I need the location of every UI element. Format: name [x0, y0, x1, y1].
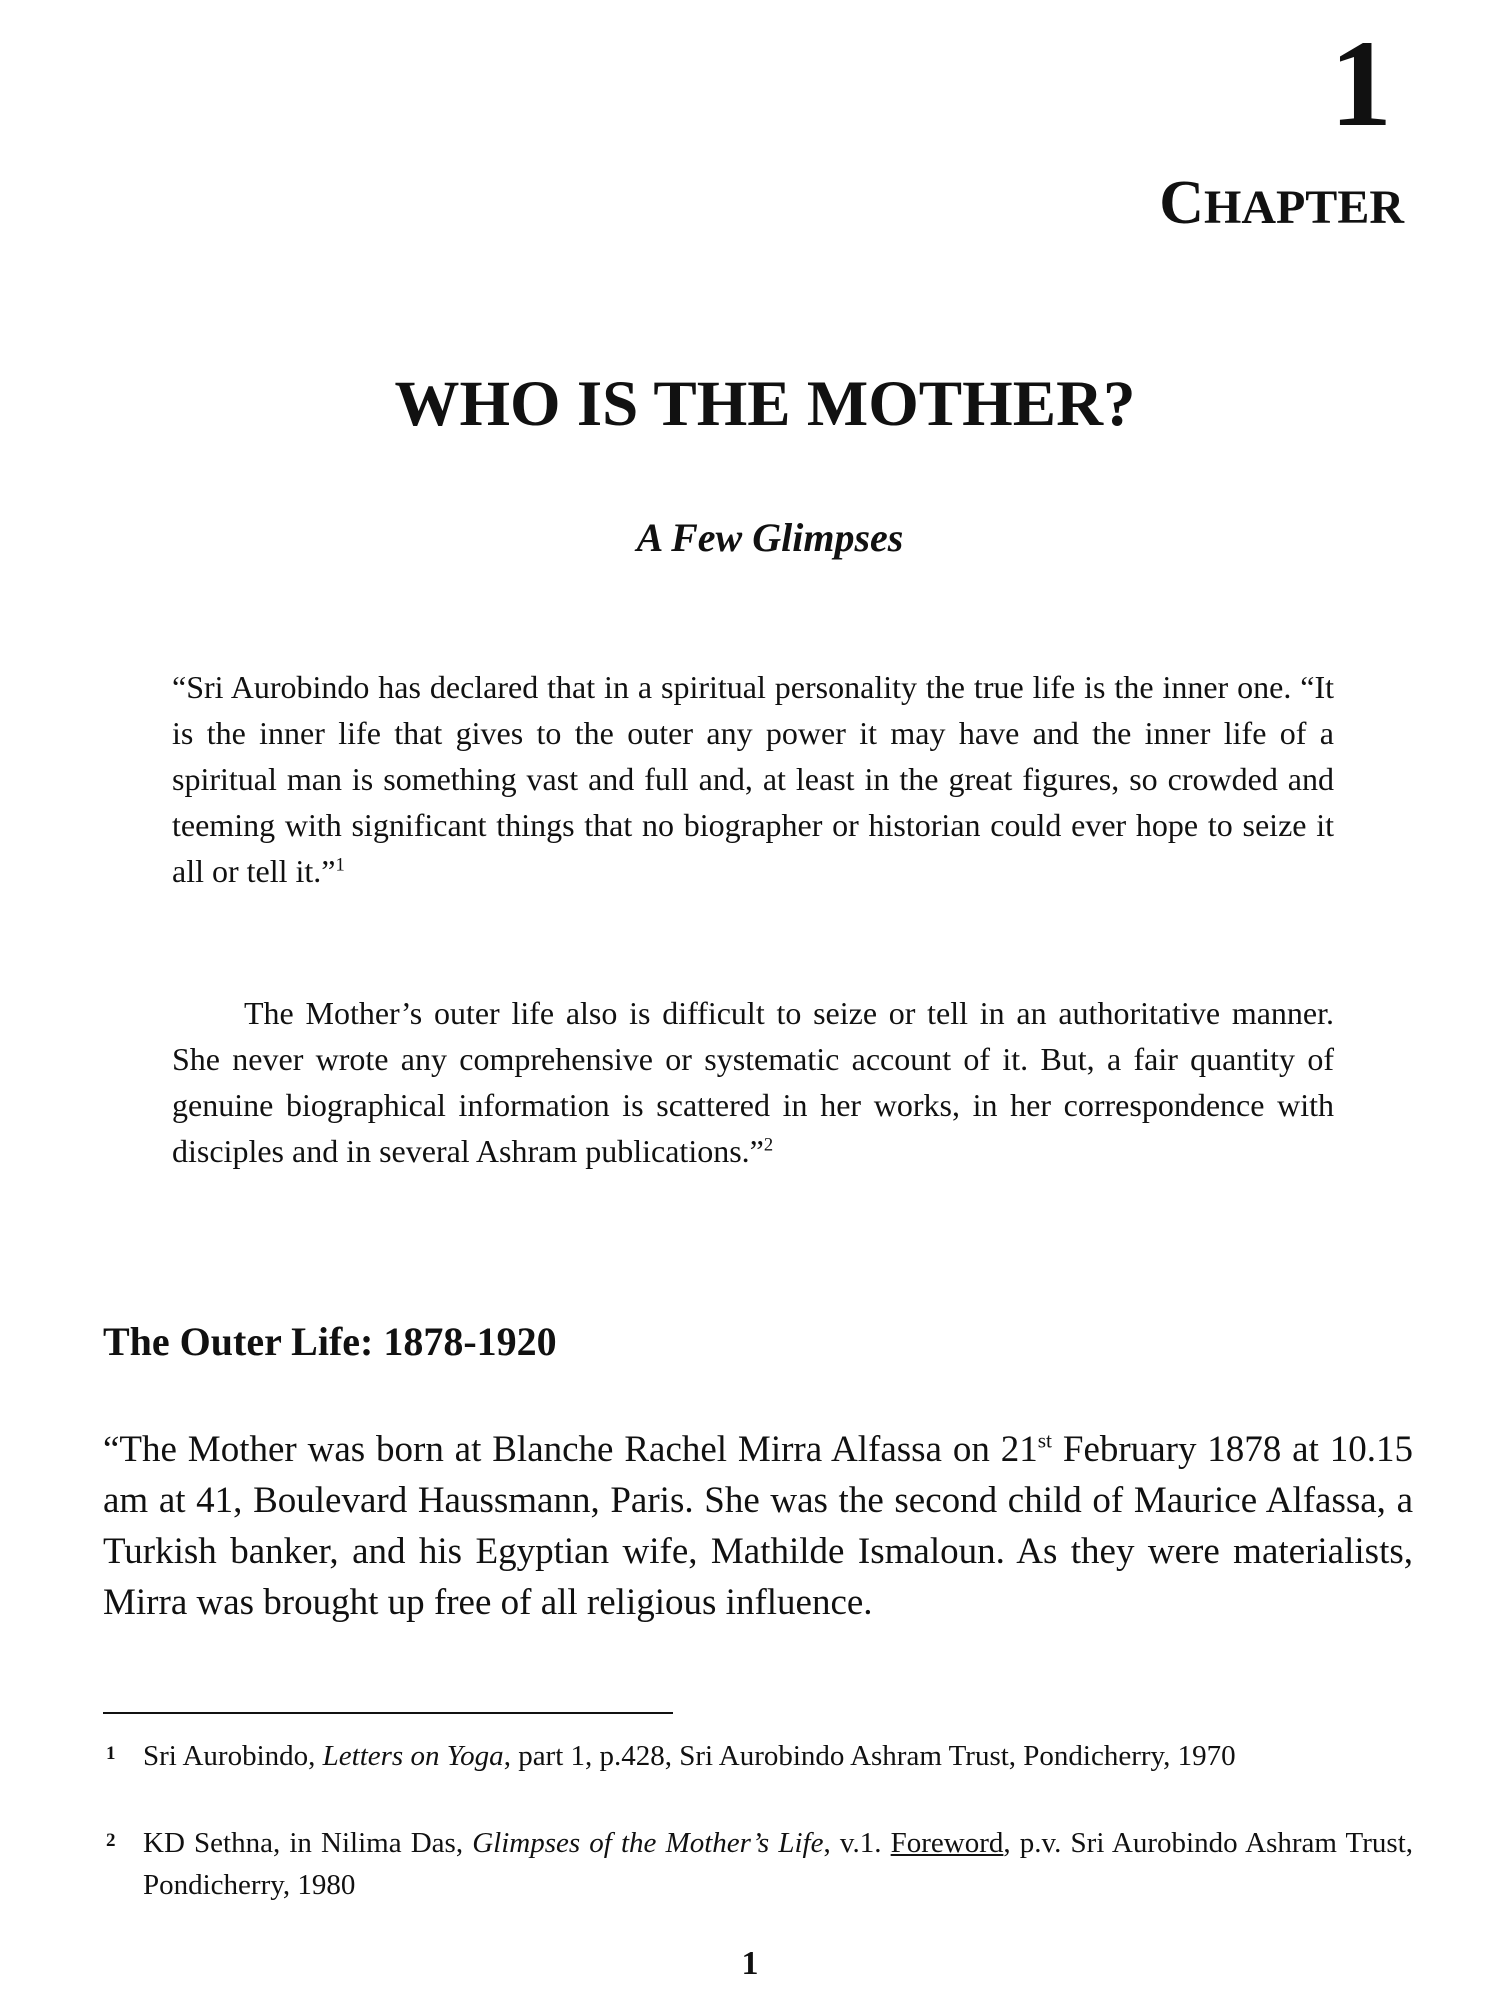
footnote-2-mark: 2: [106, 1830, 116, 1851]
chapter-number: 1: [1330, 15, 1392, 152]
footnote-2-after: , p.v. Sri Aurobindo Ashram Trust, Pondicherry, 1980: [143, 1827, 1414, 1901]
section-heading: The Outer Life: 1878-1920: [103, 1319, 557, 1364]
footnote-divider: [103, 1712, 673, 1714]
chapter-subtitle: A Few Glimpses: [636, 515, 904, 560]
chapter-label-initial: C: [1159, 169, 1204, 237]
footnote-2-before: KD Sethna, in Nilima Das,: [143, 1827, 473, 1859]
footnote-1-book-title: Letters on Yoga: [322, 1740, 504, 1772]
footnote-2: [106, 1822, 1414, 1906]
chapter-title: WHO IS THE MOTHER?: [394, 368, 1136, 440]
chapter-label-rest: HAPTER: [1203, 181, 1404, 234]
footnote-reference-1: 1: [335, 854, 345, 876]
ordinal-suffix: st: [1037, 1428, 1053, 1453]
footnote-1-after: , part 1, p.428, Sri Aurobindo Ashram Trust, Pondicherry, 1970: [503, 1740, 1236, 1772]
footnote-1-mark: 1: [106, 1743, 116, 1764]
footnote-1: [106, 1735, 1413, 1777]
footnote-2-foreword: Foreword: [890, 1827, 1004, 1859]
footnote-reference-2: 2: [763, 1134, 774, 1156]
body-text-part-2: February 1878 at 10.15 am at 41, Boulevard Haussmann, Paris. She was the second child of Maurice Alfassa, a Turkish banker, and his Egyptian wife, Mathilde Ismaloun. As they were materialists, Mirra was brought up free of all religious influence.: [103, 1429, 1413, 1623]
footnote-2-middle: , v.1.: [823, 1827, 891, 1859]
chapter-label: [1159, 169, 1404, 237]
body-text-part-1: “The Mother was born at Blanche Rachel Mirra Alfassa on 21: [103, 1429, 1038, 1470]
quote-paragraph-2: [172, 990, 1334, 1174]
quote-paragraph-1-text: “Sri Aurobindo has declared that in a spiritual personality the true life is the inner one. “It is the inner life that gives to the outer any power it may have and the inner life of a spiritual man is something vast and full and, at least in the great figures, so crowded and teeming with significant things that no biographer or historian could ever hope to seize it all or tell it.”: [172, 669, 1334, 889]
page-number: 1: [741, 1945, 759, 1982]
footnote-1-before: Sri Aurobindo,: [143, 1740, 323, 1772]
quote-paragraph-1: [172, 664, 1334, 894]
quote-paragraph-2-text: The Mother’s outer life also is difficult to seize or tell in an authoritative manner. She never wrote any comprehensive or systematic account of it. But, a fair quantity of genuine biographical information is scattered in her works, in her correspondence with disciples and in several Ashram publications.”: [172, 995, 1334, 1169]
footnote-2-book-title: Glimpses of the Mother’s Life: [472, 1827, 824, 1859]
body-paragraph: [103, 1424, 1413, 1628]
